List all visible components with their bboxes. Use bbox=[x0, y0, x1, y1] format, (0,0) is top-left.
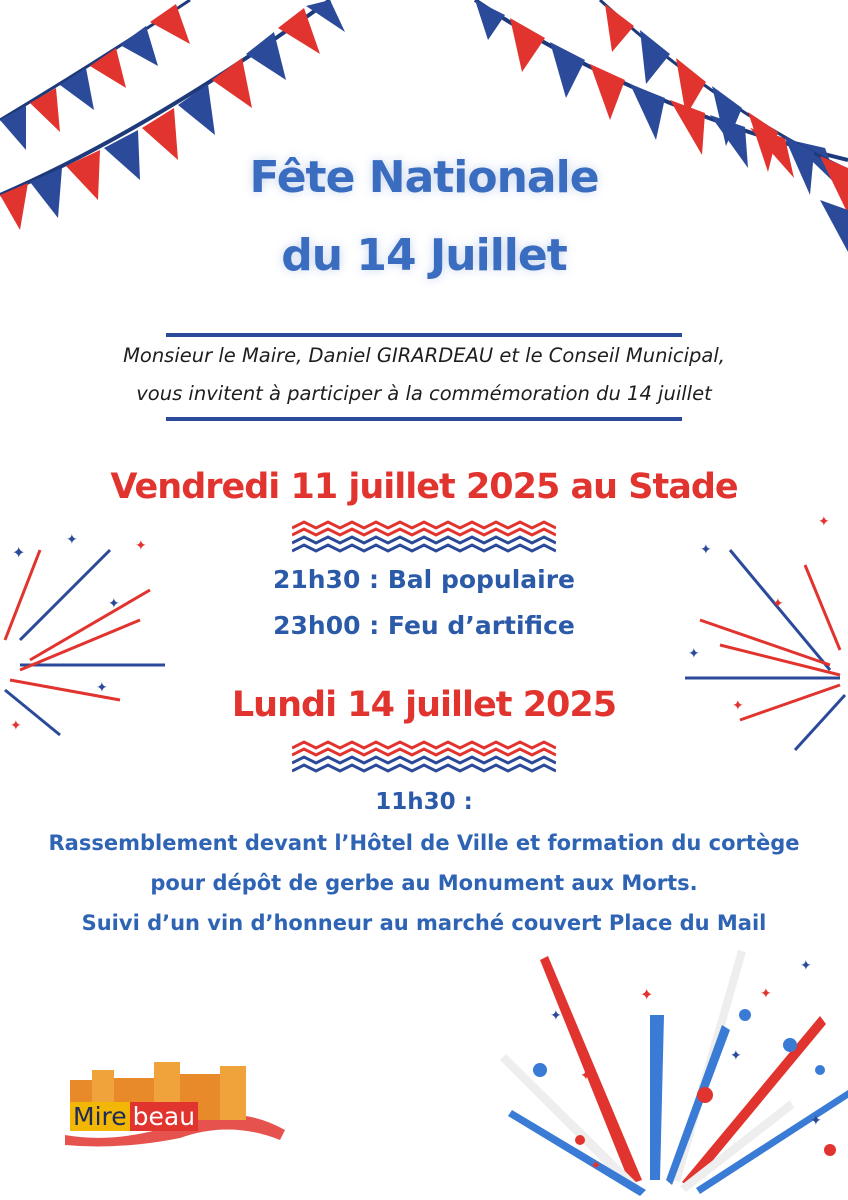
svg-text:✦: ✦ bbox=[772, 596, 784, 612]
svg-text:✦: ✦ bbox=[108, 596, 120, 612]
svg-text:✦: ✦ bbox=[590, 1158, 602, 1174]
fireworks-burst-icon bbox=[490, 940, 848, 1200]
invitation-line-1: Monsieur le Maire, Daniel GIRARDEAU et le Conseil Municipal, bbox=[123, 344, 725, 367]
svg-text:✦: ✦ bbox=[550, 1008, 562, 1024]
svg-text:✦: ✦ bbox=[688, 646, 700, 662]
svg-text:✦: ✦ bbox=[818, 514, 830, 530]
ceremony-line-2: pour dépôt de gerbe au Monument aux Morts. bbox=[150, 871, 698, 895]
ceremony-time: 11h30 : bbox=[375, 789, 473, 815]
divider-bottom bbox=[166, 417, 682, 421]
svg-text:✦: ✦ bbox=[580, 1068, 592, 1084]
svg-text:✦: ✦ bbox=[12, 543, 26, 562]
logo-label bbox=[70, 1102, 198, 1131]
svg-text:✦: ✦ bbox=[760, 986, 772, 1002]
svg-text:✦: ✦ bbox=[10, 718, 22, 734]
svg-text:✦: ✦ bbox=[66, 532, 78, 548]
wave-divider-icon bbox=[292, 520, 556, 554]
svg-text:✦: ✦ bbox=[700, 542, 712, 558]
svg-text:✦: ✦ bbox=[96, 680, 108, 696]
castle-logo-icon bbox=[60, 1050, 300, 1150]
logo-text-mire: Mire bbox=[70, 1102, 130, 1131]
ceremony-line-3: Suivi d’un vin d’honneur au marché couvert Place du Mail bbox=[81, 911, 767, 935]
bunting-flags-right-2 bbox=[600, 0, 848, 252]
title-line-1: Fête Nationale bbox=[249, 152, 599, 203]
logo-text-beau: beau bbox=[130, 1102, 198, 1131]
svg-text:✦: ✦ bbox=[730, 1048, 742, 1064]
invitation-line-2: vous invitent à participer à la commémoration du 14 juillet bbox=[136, 382, 712, 405]
schedule-item-2: 23h00 : Feu d’artifice bbox=[273, 611, 575, 640]
day2-title: Lundi 14 juillet 2025 bbox=[231, 685, 617, 725]
ceremony-line-1: Rassemblement devant l’Hôtel de Ville et formation du cortège bbox=[48, 831, 800, 855]
wave-divider-2-icon bbox=[292, 740, 556, 774]
svg-text:✦: ✦ bbox=[732, 698, 744, 714]
day1-title: Vendredi 11 juillet 2025 au Stade bbox=[110, 467, 738, 507]
schedule-item-1: 21h30 : Bal populaire bbox=[272, 565, 576, 594]
title-line-2: du 14 Juillet bbox=[281, 230, 567, 281]
divider-top bbox=[166, 333, 682, 337]
svg-text:✦: ✦ bbox=[800, 958, 812, 974]
svg-text:✦: ✦ bbox=[640, 985, 654, 1004]
svg-text:✦: ✦ bbox=[135, 538, 147, 554]
mirebeau-logo bbox=[60, 1050, 300, 1150]
svg-text:✦: ✦ bbox=[810, 1113, 822, 1129]
